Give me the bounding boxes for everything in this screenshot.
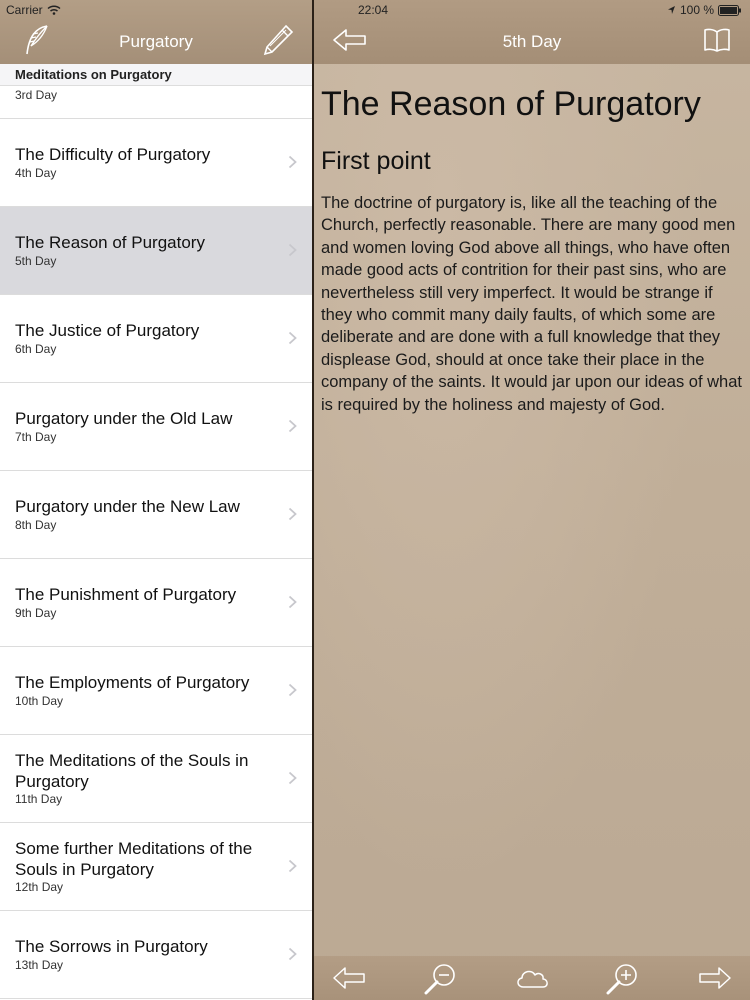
chevron-right-icon [288, 771, 297, 785]
previous-arrow-icon[interactable] [332, 966, 366, 990]
list-item-day: 13th Day [15, 958, 64, 972]
list-item[interactable] [0, 559, 312, 647]
list-item-title: The Sorrows in Purgatory [15, 937, 208, 956]
bottom-toolbar [314, 956, 750, 1000]
chevron-right-icon [288, 419, 297, 433]
status-time: 22:04 [358, 3, 389, 17]
list-item-title: The Reason of Purgatory [15, 233, 205, 252]
reading-content [321, 84, 743, 416]
chevron-right-icon [288, 859, 297, 873]
location-icon [667, 5, 676, 15]
carrier-label: Carrier [6, 3, 43, 17]
list-item[interactable] [0, 647, 312, 735]
chevron-right-icon [288, 331, 297, 345]
meditation-heading: The Reason of Purgatory [321, 85, 701, 123]
list-item-title: The Punishment of Purgatory [15, 585, 237, 604]
list-item-title: The Meditations of the Souls in Purgatory [15, 751, 249, 791]
book-icon[interactable] [703, 28, 731, 52]
detail-pane [314, 0, 750, 1000]
list-item[interactable] [0, 295, 312, 383]
list-item[interactable] [0, 119, 312, 207]
wifi-icon [47, 5, 61, 15]
list-item-day: 7th Day [15, 430, 57, 444]
status-battery-group [667, 3, 742, 17]
status-carrier [6, 3, 61, 17]
chevron-right-icon [288, 595, 297, 609]
chevron-right-icon [288, 507, 297, 521]
master-title: Purgatory [119, 32, 193, 51]
list-item[interactable] [0, 911, 312, 999]
battery-percent: 100 % [679, 3, 714, 17]
chevron-right-icon [288, 155, 297, 169]
list-item-day: 10th Day [15, 694, 64, 708]
list-item-day: 3rd Day [15, 88, 58, 102]
list-item-title: The Employments of Purgatory [15, 673, 250, 692]
pencil-icon[interactable] [262, 24, 294, 56]
next-arrow-icon[interactable] [698, 966, 732, 990]
zoom-in-icon[interactable] [606, 962, 640, 996]
detail-title: 5th Day [502, 32, 562, 51]
list-item-day: 4th Day [15, 166, 57, 180]
master-nav-bar [0, 0, 312, 64]
list-item-title: Some further Meditations of the Souls in Purgatory [15, 839, 253, 879]
list-item-day: 12th Day [15, 880, 64, 894]
list-item-day: 6th Day [15, 342, 57, 356]
list-item[interactable] [0, 207, 312, 295]
list-item-day: 8th Day [15, 518, 57, 532]
chevron-right-icon [288, 947, 297, 961]
list-item-title: Purgatory under the New Law [15, 497, 240, 516]
detail-nav-bar [314, 0, 750, 64]
list-item-day: 9th Day [15, 606, 57, 620]
chevron-right-icon [288, 683, 297, 697]
list-item-title: Purgatory under the Old Law [15, 409, 233, 428]
battery-icon [718, 5, 742, 16]
point-heading: First point [321, 147, 431, 175]
list-item-day: 11th Day [15, 792, 63, 806]
master-pane [0, 0, 312, 1000]
section-header: Meditations on Purgatory [0, 64, 312, 86]
list-item[interactable] [0, 471, 312, 559]
list-item[interactable] [0, 383, 312, 471]
cloud-icon[interactable] [514, 966, 550, 990]
list-item-title: The Difficulty of Purgatory [15, 145, 211, 164]
list-item[interactable] [0, 735, 312, 823]
list-item-day: 5th Day [15, 254, 57, 268]
list-item[interactable] [0, 823, 312, 911]
list-item-title: The Justice of Purgatory [15, 321, 200, 340]
meditation-body: The doctrine of purgatory is, like all the teaching of the Church, perfectly reasonable. There are many good men and women loving God above all things, who have often made good acts of contrition for their past sins, who are nevertheless still very imperfect. It would be strange if they who commit many daily faults, of which some are deliberate and are done with a full knowledge that they displease God, should at once take their place in the company of the saints. It would jar upon our ideas of what is required by the holiness and majesty of God. [321, 194, 742, 414]
zoom-out-icon[interactable] [424, 962, 458, 996]
chevron-right-icon [288, 243, 297, 257]
